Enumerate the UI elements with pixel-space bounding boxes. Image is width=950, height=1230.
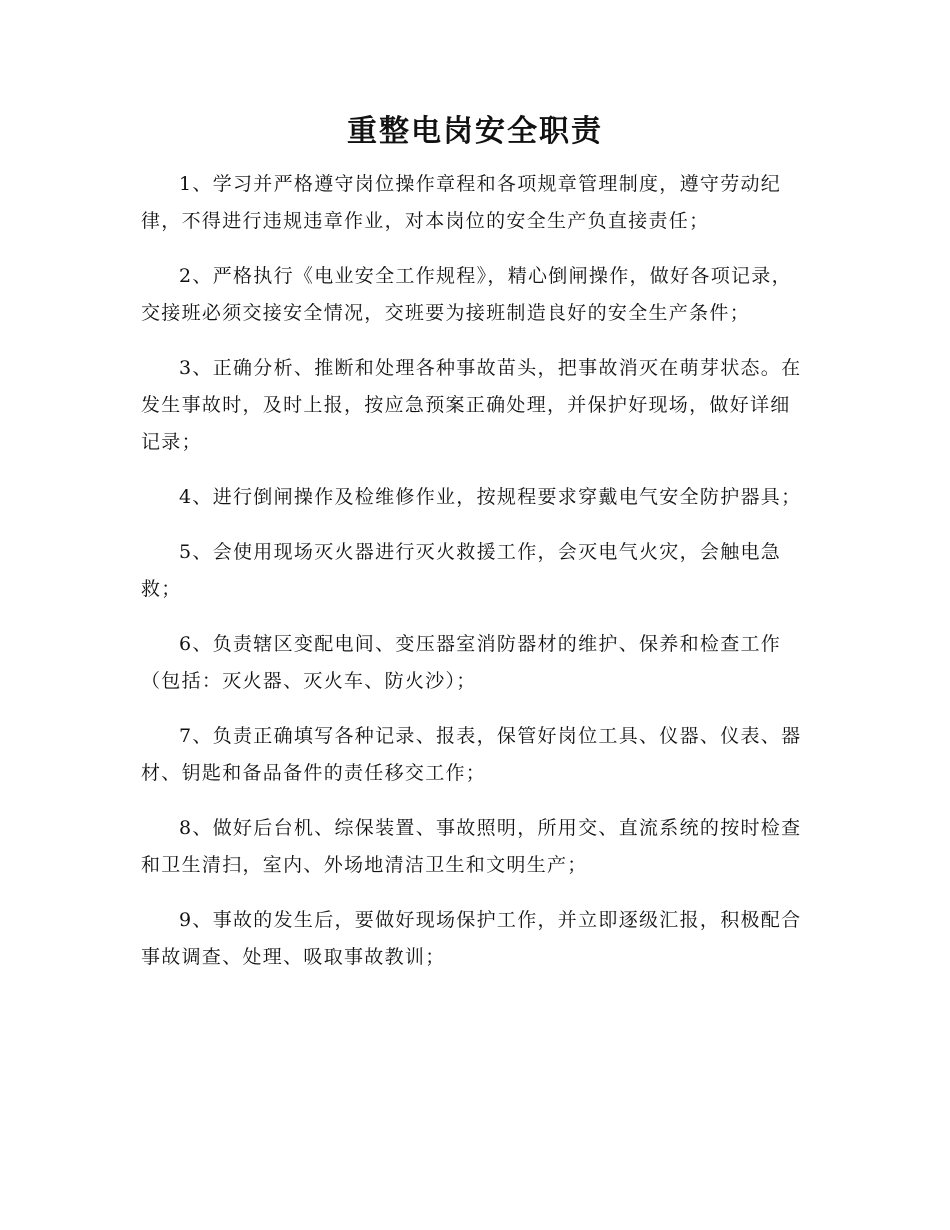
paragraph-8: 8、做好后台机、综保装置、事故照明，所用交、直流系统的按时检查和卫生清扫，室内、外场地清洁卫生和文明生产； xyxy=(141,817,802,876)
paragraph-6: 6、负责辖区变配电间、变压器室消防器材的维护、保养和检查工作（包括：灭火器、灭火车、防火沙）； xyxy=(141,633,782,692)
document-title: 重整电岗安全职责 xyxy=(347,114,603,149)
paragraph-2: 2、严格执行《电业安全工作规程》，精心倒闸操作，做好各项记录，交接班必须交接安全情况，交班要为接班制造良好的安全生产条件； xyxy=(141,265,792,324)
paragraph-4: 4、进行倒闸操作及检维修作业，按规程要求穿戴电气安全防护器具； xyxy=(179,486,802,508)
paragraph-7: 7、负责正确填写各种记录、报表，保管好岗位工具、仪器、仪表、器材、钥匙和备品备件的责任移交工作； xyxy=(141,725,802,784)
paragraph-3: 3、正确分析、推断和处理各种事故苗头，把事故消灭在萌芽状态。在发生事故时，及时上报，按应急预案正确处理，并保护好现场，做好详细记录； xyxy=(141,357,802,453)
paragraph-1: 1、学习并严格遵守岗位操作章程和各项规章管理制度，遵守劳动纪律，不得进行违规违章作业，对本岗位的安全生产负直接责任； xyxy=(141,173,782,232)
document-body xyxy=(141,166,807,994)
paragraph-9: 9、事故的发生后，要做好现场保护工作，并立即逐级汇报，积极配合事故调查、处理、吸取事故教训； xyxy=(141,909,802,968)
paragraph-5: 5、会使用现场灭火器进行灭火救援工作，会灭电气火灾，会触电急救； xyxy=(141,541,782,600)
